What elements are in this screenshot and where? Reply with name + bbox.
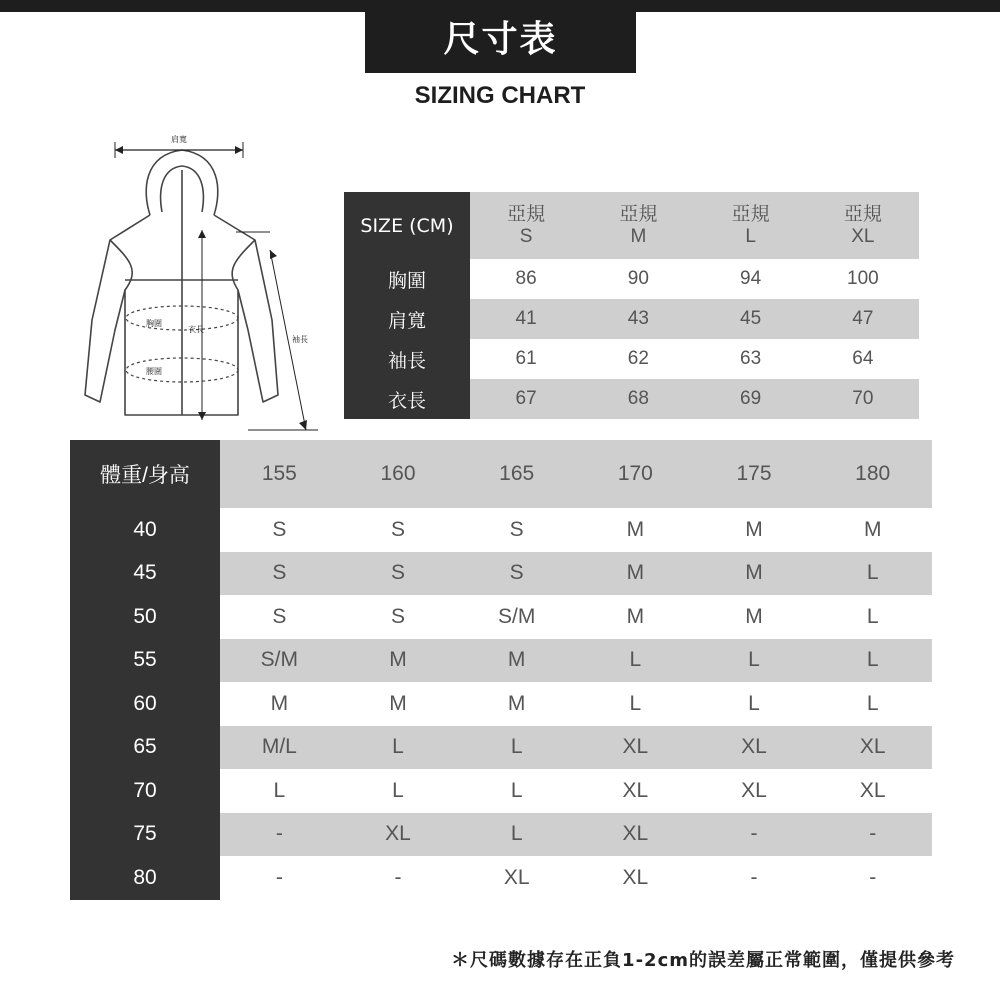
column-size: S xyxy=(519,225,533,247)
size-cell: L xyxy=(866,648,879,672)
height-header: 180 xyxy=(855,462,891,485)
size-cell: L xyxy=(866,604,879,628)
measurement-row-label: 衣長 xyxy=(344,379,470,419)
height-header: 155 xyxy=(261,462,297,485)
weight-label: 75 xyxy=(70,813,220,857)
size-chart-row xyxy=(70,726,932,770)
size-cell: M xyxy=(863,517,882,541)
size-cell: L xyxy=(510,778,523,802)
size-cell: XL xyxy=(741,778,767,802)
size-chart-table xyxy=(70,440,932,900)
size-cell: XL xyxy=(741,735,767,759)
size-cell: L xyxy=(392,778,404,802)
size-cell: S/M xyxy=(260,648,298,672)
size-cell: L xyxy=(748,648,760,672)
column-size: L xyxy=(745,225,756,247)
height-header: 160 xyxy=(380,462,416,485)
size-cell: - xyxy=(869,822,877,846)
size-cell: XL xyxy=(622,822,649,846)
weight-label: 70 xyxy=(70,769,220,813)
measurement-cell: 62 xyxy=(627,348,649,369)
column-size: M xyxy=(630,225,647,247)
size-chart-row xyxy=(70,769,932,813)
measurement-column-l xyxy=(695,192,807,259)
weight-label: 40 xyxy=(70,508,220,552)
size-cell: M xyxy=(507,691,526,715)
measurement-column-m xyxy=(582,192,694,259)
size-chart-row xyxy=(70,813,932,857)
shoulder-label: 肩寬 xyxy=(171,135,187,144)
measurement-cell: 47 xyxy=(852,308,874,329)
size-chart-row xyxy=(70,639,932,683)
size-cell: S xyxy=(272,561,287,585)
height-header: 175 xyxy=(736,462,772,485)
size-cell: S xyxy=(391,517,406,541)
length-label: 衣長 xyxy=(188,325,204,334)
measurement-cell: 70 xyxy=(852,388,874,409)
size-cell: L xyxy=(866,561,879,585)
measurement-column-xl xyxy=(807,192,919,259)
size-cell: - xyxy=(750,822,758,846)
measurement-cell: 86 xyxy=(515,268,537,289)
measurement-cell: 41 xyxy=(515,308,537,329)
page-title: 尺寸表 xyxy=(365,0,636,73)
size-chart-header-row xyxy=(70,440,932,508)
size-chart-row xyxy=(70,508,932,552)
measurement-column-s xyxy=(470,192,582,259)
chest-label: 胸圍 xyxy=(146,319,162,328)
size-cell: XL xyxy=(622,735,649,759)
measurement-row-chest xyxy=(344,259,919,299)
weight-label: 60 xyxy=(70,682,220,726)
jacket-diagram xyxy=(70,130,340,440)
size-cell: M xyxy=(745,604,763,628)
size-cell: M xyxy=(507,648,526,672)
measurement-cell: 69 xyxy=(740,388,762,409)
measurement-row-label: 肩寬 xyxy=(344,299,470,339)
measurement-header-row xyxy=(344,192,919,259)
size-cell: L xyxy=(629,648,642,672)
measurement-cell: 63 xyxy=(740,348,762,369)
size-cell: S xyxy=(391,561,406,585)
sleeve-label: 袖長 xyxy=(292,335,308,344)
size-cell: - xyxy=(750,865,758,889)
height-header: 170 xyxy=(617,462,653,485)
size-cell: XL xyxy=(859,778,886,802)
size-cell: S xyxy=(509,561,524,585)
measurement-row-length xyxy=(344,379,919,419)
hem-label: 腰圍 xyxy=(146,367,162,376)
size-cell: S xyxy=(391,604,406,628)
size-chart-corner-label: 體重/身高 xyxy=(70,440,220,508)
weight-label: 80 xyxy=(70,856,220,900)
column-prefix: 亞規 xyxy=(507,203,546,225)
measurement-row-sleeve xyxy=(344,339,919,379)
measurement-cell: 45 xyxy=(740,308,762,329)
measurement-table xyxy=(344,192,919,419)
column-prefix: 亞規 xyxy=(731,203,770,225)
size-cell: S xyxy=(272,517,287,541)
size-cell: M xyxy=(745,561,763,585)
size-cell: M xyxy=(745,517,763,541)
size-cell: XL xyxy=(622,778,649,802)
size-cell: XL xyxy=(859,735,886,759)
size-chart-row xyxy=(70,595,932,639)
measurement-cell: 94 xyxy=(740,268,762,289)
size-cell: L xyxy=(629,691,642,715)
measurement-cell: 90 xyxy=(627,268,649,289)
measurement-corner-label: SIZE (CM) xyxy=(344,192,470,259)
size-cell: M/L xyxy=(261,735,297,759)
size-cell: L xyxy=(392,735,404,759)
measurement-row-label: 袖長 xyxy=(344,339,470,379)
size-cell: - xyxy=(869,865,877,889)
size-cell: M xyxy=(389,648,407,672)
size-cell: - xyxy=(275,865,283,889)
size-cell: M xyxy=(626,604,645,628)
weight-label: 50 xyxy=(70,595,220,639)
size-cell: XL xyxy=(622,865,649,889)
size-cell: M xyxy=(626,561,645,585)
size-cell: M xyxy=(389,691,407,715)
measurement-cell: 61 xyxy=(515,348,537,369)
column-prefix: 亞規 xyxy=(619,203,658,225)
size-cell: M xyxy=(626,517,645,541)
size-chart-row xyxy=(70,552,932,596)
measurement-cell: 100 xyxy=(847,268,879,289)
weight-label: 65 xyxy=(70,726,220,770)
measurement-row-label: 胸圍 xyxy=(344,259,470,299)
size-cell: XL xyxy=(503,865,530,889)
height-header: 165 xyxy=(499,462,535,485)
size-cell: - xyxy=(394,865,402,889)
size-cell: - xyxy=(275,822,283,846)
size-cell: S xyxy=(272,604,287,628)
size-cell: L xyxy=(748,691,760,715)
size-cell: L xyxy=(273,778,286,802)
page-subtitle: SIZING CHART xyxy=(414,82,586,109)
size-chart-row xyxy=(70,856,932,900)
column-prefix: 亞規 xyxy=(843,203,882,225)
size-chart-row xyxy=(70,682,932,726)
column-size: XL xyxy=(851,225,875,247)
size-cell: L xyxy=(866,691,879,715)
size-cell: M xyxy=(270,691,289,715)
weight-label: 55 xyxy=(70,639,220,683)
size-cell: L xyxy=(510,735,523,759)
measurement-row-shoulder xyxy=(344,299,919,339)
measurement-cell: 43 xyxy=(627,308,649,329)
weight-label: 45 xyxy=(70,552,220,596)
size-cell: S/M xyxy=(498,604,536,628)
measurement-cell: 64 xyxy=(852,348,874,369)
footnote: ＊尺碼數據存在正負1-2cm的誤差屬正常範圍，僅提供參考 xyxy=(451,950,955,971)
measurement-cell: 67 xyxy=(515,388,537,409)
size-cell: XL xyxy=(385,822,411,846)
measurement-cell: 68 xyxy=(627,388,649,409)
size-cell: S xyxy=(509,517,524,541)
size-cell: L xyxy=(510,822,523,846)
